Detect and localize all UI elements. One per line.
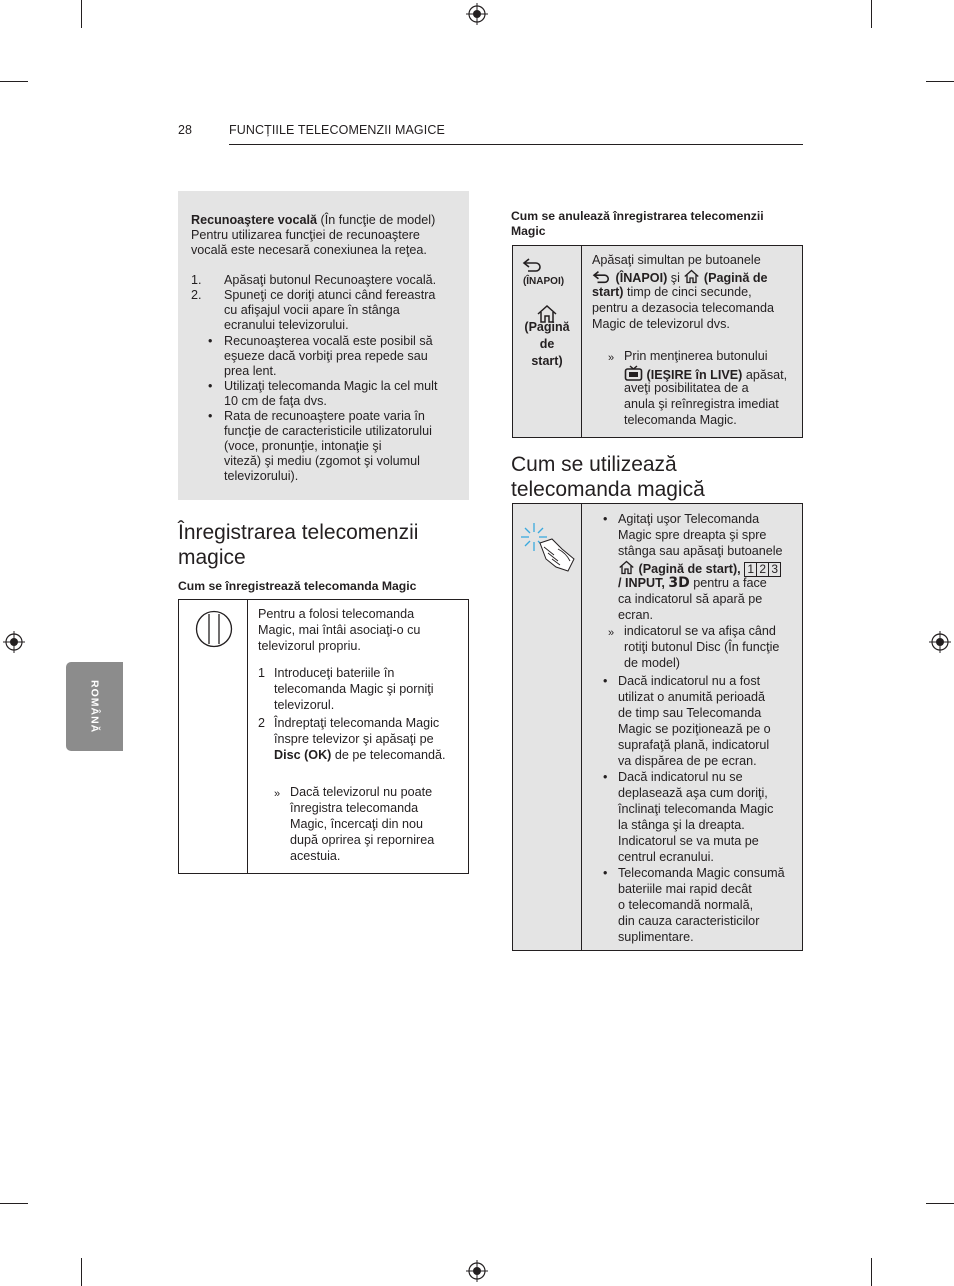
home-button-label: (Pagină de <box>703 271 768 285</box>
step-number: 1. <box>191 273 202 287</box>
use-text: de timp sau Telecomanda <box>618 706 762 720</box>
voice-recognition-note <box>178 191 469 500</box>
number-key: 2 <box>757 562 769 577</box>
crop-mark <box>81 0 82 28</box>
page-number: 28 <box>178 123 192 137</box>
cancel-text: Apăsaţi simultan pe butoanele <box>592 253 761 267</box>
note-intro: Pentru utilizarea funcţiei de recunoaştere <box>191 228 420 242</box>
use-text: pentru a face <box>693 576 767 590</box>
use-table <box>512 503 803 951</box>
register-table <box>178 599 469 874</box>
use-text: Dacă indicatorul nu a fost <box>618 674 761 688</box>
use-text: Magic spre dreapta şi spre <box>618 528 767 542</box>
note-intro: vocală este necesară conexiunea la reţea. <box>191 243 427 257</box>
bullet-marker: • <box>603 512 608 526</box>
registration-mark-icon <box>466 1260 488 1282</box>
crop-mark <box>926 1203 954 1204</box>
use-heading: Cum se utilizează <box>511 453 677 476</box>
3d-icon: 3D <box>668 575 690 591</box>
hand-shaking-remote-icon <box>518 519 578 575</box>
cancel-subheading: Cum se anulează înregistrarea telecomenzii <box>511 209 764 223</box>
use-text: ca indicatorul să apară pe <box>618 592 763 606</box>
back-button-label: (ÎNAPOI) <box>615 271 668 285</box>
step-number: 2. <box>191 288 202 302</box>
use-icon-cell <box>513 504 582 950</box>
use-text: va dispărea de pe ecran. <box>618 754 757 768</box>
magic-remote-wheel-icon <box>195 610 233 648</box>
note-title: Recunoaştere vocală <box>191 213 317 227</box>
cancel-subheading: Magic <box>511 224 546 238</box>
step-text: Îndreptaţi telecomanda Magic <box>274 716 440 730</box>
number-key: 3 <box>769 562 781 577</box>
step-number: 2 <box>258 716 266 730</box>
register-subheading: Cum se înregistrează telecomanda Magic <box>178 579 417 593</box>
cancel-note: telecomanda Magic. <box>624 413 737 427</box>
use-text: Telecomanda Magic consumă <box>618 866 785 880</box>
cancel-table <box>512 245 803 438</box>
step-text: Introduceţi bateriile în <box>274 666 395 680</box>
register-note: Dacă televizorul nu poate <box>290 785 433 799</box>
crop-mark <box>871 1258 872 1286</box>
use-text: utilizat o anumită perioadă <box>618 690 766 704</box>
cancel-note: aveţi posibilitatea de a <box>624 381 749 395</box>
section-title: FUNCȚIILE TELECOMENZII MAGICE <box>229 123 445 137</box>
back-icon <box>522 256 544 274</box>
crop-mark <box>0 81 28 82</box>
bullet-text: viteză) şi mediu (zgomot şi volumul <box>224 454 420 468</box>
use-text: înclinaţi telecomanda Magic <box>618 802 774 816</box>
use-text: Indicatorul se va muta pe <box>618 834 759 848</box>
register-note: acestuia. <box>290 849 341 863</box>
register-intro: Magic, mai întâi asociaţi-o cu <box>258 623 421 637</box>
use-note: rotiţi butonul Disc (În funcţie <box>624 640 780 654</box>
cancel-text: şi <box>667 271 684 285</box>
use-text: ecran. <box>618 608 654 622</box>
registration-mark-icon <box>466 3 488 25</box>
register-note: Magic, încercaţi din nou <box>290 817 424 831</box>
cancel-text: timp de cinci secunde, <box>623 285 752 299</box>
cancel-note: Prin menţinerea butonului <box>624 349 768 363</box>
back-label: (ÎNAPOI) <box>522 276 565 287</box>
cancel-text: pentru a dezasocia telecomanda <box>592 301 775 315</box>
bullet-text: Rata de recunoaştere poate varia în <box>224 409 425 423</box>
register-icon-cell <box>179 600 248 873</box>
crop-mark <box>926 81 954 82</box>
use-text: la stânga şi la dreapta. <box>618 818 745 832</box>
bullet-text: funcţie de caracteristicile utilizatorului <box>224 424 432 438</box>
bullet-text: (voce, pronunţie, intonaţie şi <box>224 439 382 453</box>
bullet-text: Utilizaţi telecomanda Magic la cel mult <box>224 379 438 393</box>
step-text: cu afişajul vocii apare în stânga <box>224 303 400 317</box>
use-text: Dacă indicatorul nu se <box>618 770 743 784</box>
live-tv-icon <box>624 365 643 382</box>
register-note: înregistra telecomanda <box>290 801 419 815</box>
cancel-note: anula şi reînregistra imediat <box>624 397 779 411</box>
bullet-marker: • <box>603 674 608 688</box>
cancel-text: Magic de televizorul dvs. <box>592 317 730 331</box>
home-label-line: (Pagină <box>524 320 570 334</box>
crop-mark <box>871 0 872 28</box>
cancel-note: apăsat, <box>742 368 788 382</box>
use-heading: telecomanda magică <box>511 478 705 501</box>
step-text: Spuneţi ce doriţi atunci când fereastra <box>224 288 436 302</box>
use-text: Agitaţi uşor Telecomanda <box>618 512 760 526</box>
register-heading: Înregistrarea telecomenzii <box>178 521 419 544</box>
home-label <box>513 319 581 370</box>
registration-mark-icon <box>3 631 25 653</box>
bullet-text: televizorului). <box>224 469 299 483</box>
cancel-icon-cell <box>513 246 582 437</box>
home-icon <box>618 560 635 575</box>
note-title-suffix: (În funcţie de model) <box>317 213 436 227</box>
use-text: suplimentare. <box>618 930 694 944</box>
use-note: indicatorul se va afişa când <box>624 624 776 638</box>
use-text: o telecomandă normală, <box>618 898 754 912</box>
crop-mark <box>81 1258 82 1286</box>
step-text: înspre televizor şi apăsaţi pe <box>274 732 434 746</box>
use-text-line <box>618 576 767 591</box>
bullet-text: prea lent. <box>224 364 277 378</box>
use-text: din cauza caracteristicilor <box>618 914 760 928</box>
language-tab-label: ROMÂNĂ <box>88 679 101 734</box>
registration-mark-icon <box>929 631 951 653</box>
home-icon <box>683 269 700 284</box>
bullet-marker: • <box>603 866 608 880</box>
home-label-line: start) <box>531 354 563 368</box>
back-icon <box>592 269 612 285</box>
use-text: deplasează aşa cum doriţi, <box>618 786 768 800</box>
number-key: 1 <box>744 562 757 577</box>
register-heading: magice <box>178 546 246 569</box>
note-marker: » <box>608 627 615 639</box>
bullet-text: Recunoaşterea vocală este posibil să <box>224 334 433 348</box>
bullet-text: 10 cm de faţa dvs. <box>224 394 327 408</box>
register-intro: televizorul propriu. <box>258 639 361 653</box>
bullet-marker: • <box>208 334 213 348</box>
bullet-marker: • <box>603 770 608 784</box>
register-note: după oprirea şi repornirea <box>290 833 435 847</box>
bullet-marker: • <box>208 379 213 393</box>
step-text-line <box>274 748 446 763</box>
step-number: 1 <box>258 666 266 680</box>
step-text: de pe telecomandă. <box>331 748 446 762</box>
language-tab <box>66 662 123 751</box>
home-button-label: start) <box>592 285 624 299</box>
note-marker: » <box>608 352 615 364</box>
step-text: telecomanda Magic şi porniţi <box>274 682 434 696</box>
bullet-marker: • <box>208 409 213 423</box>
use-text-line <box>618 560 781 577</box>
bullet-text: eşueze dacă vorbiţi prea repede sau <box>224 349 428 363</box>
cancel-text-line <box>592 269 768 286</box>
crop-mark <box>0 1203 28 1204</box>
use-text: centrul ecranului. <box>618 850 714 864</box>
register-intro: Pentru a folosi telecomanda <box>258 607 415 621</box>
input-label: / INPUT, <box>618 576 665 590</box>
header-divider <box>229 144 803 145</box>
home-button-label: (Pagină de start), <box>638 562 741 576</box>
live-exit-label: (IEŞIRE în LIVE) <box>646 368 743 382</box>
use-text: bateriile mai rapid decât <box>618 882 752 896</box>
use-text: stânga sau apăsaţi butoanele <box>618 544 783 558</box>
step-text: ecranului televizorului. <box>224 318 349 332</box>
use-text: Magic se poziţionează pe o <box>618 722 771 736</box>
step-text: televizorul. <box>274 698 335 712</box>
note-marker: » <box>274 788 281 800</box>
note-title-line <box>191 213 435 228</box>
cancel-text-line <box>592 285 752 300</box>
disc-ok-label: Disc (OK) <box>274 748 332 762</box>
use-note: de model) <box>624 656 681 670</box>
step-text: Apăsaţi butonul Recunoaştere vocală. <box>224 273 437 287</box>
use-text: suprafaţă plană, indicatorul <box>618 738 770 752</box>
home-label-line: de <box>539 337 555 351</box>
